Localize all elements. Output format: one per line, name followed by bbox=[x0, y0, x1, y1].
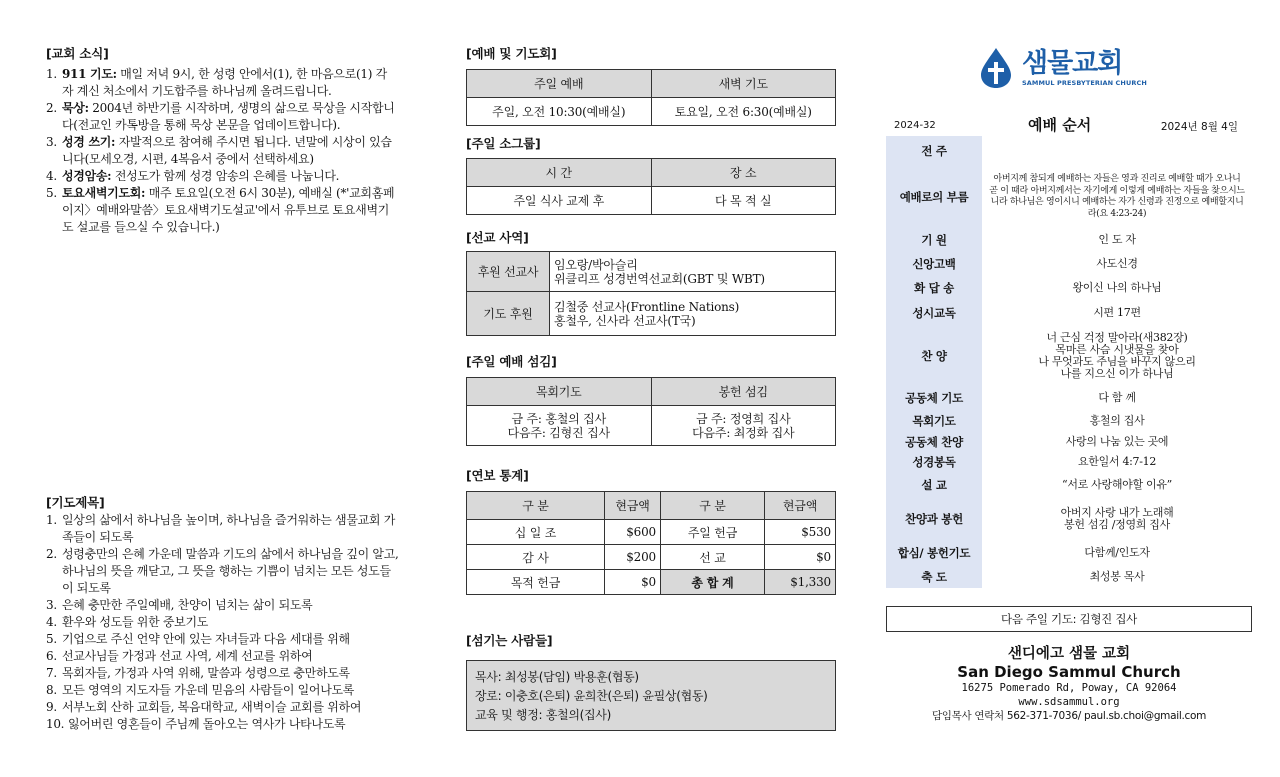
mission-line: 위클리프 성경번역선교회(GBT 및 WBT) bbox=[554, 271, 765, 286]
mission-line: 김철중 선교사(Frontline Nations) bbox=[554, 299, 740, 314]
item-number: 2. bbox=[46, 101, 57, 115]
order-value: 너 근심 걱정 말아라(새382장) 목마른 사슴 시냇물을 찾아 나 무엇과도 주님을 바꾸지 않으리 나를 지으신 이가 하나님 bbox=[1038, 331, 1196, 380]
worship-times-table bbox=[466, 69, 836, 126]
table-cell: $600 bbox=[605, 520, 661, 545]
order-row bbox=[886, 540, 1252, 566]
people-line: 교육 및 행정: 홍철의(집사) bbox=[475, 708, 611, 722]
order-label: 찬 양 bbox=[886, 326, 982, 386]
order-label: 축 도 bbox=[886, 566, 982, 588]
item-text bbox=[62, 185, 396, 236]
table-header: 구 분 bbox=[661, 492, 765, 520]
list-item bbox=[46, 597, 401, 614]
order-row bbox=[886, 166, 1252, 228]
order-row bbox=[886, 386, 1252, 410]
item-number: 10. bbox=[46, 717, 65, 731]
list-item bbox=[46, 716, 401, 733]
table-header: 현금액 bbox=[605, 492, 661, 520]
serving-line: 다음주: 김형진 집사 bbox=[507, 425, 610, 440]
order-label: 신앙고백 bbox=[886, 252, 982, 276]
table-cell: 선 교 bbox=[661, 545, 765, 570]
prayer-topics-title: [기도제목] bbox=[46, 495, 105, 510]
mission-line: 임오랑/박아슬리 bbox=[554, 257, 638, 272]
table-cell bbox=[651, 406, 836, 446]
order-date: 2024년 8월 4일 bbox=[1160, 121, 1238, 133]
church-address: 16275 Pomerado Rd, Poway, CA 92064 bbox=[961, 682, 1177, 694]
offering-table bbox=[466, 491, 836, 595]
small-group-table bbox=[466, 158, 836, 215]
serving-title: [주일 예배 섬김] bbox=[466, 354, 557, 369]
mission-label: 후원 선교사 bbox=[467, 252, 550, 292]
list-item bbox=[46, 631, 401, 648]
order-value: 시편 17편 bbox=[1093, 306, 1141, 319]
people-box bbox=[466, 660, 836, 731]
order-label: 설 교 bbox=[886, 472, 982, 498]
serving-table bbox=[466, 377, 836, 446]
table-header: 장 소 bbox=[651, 159, 836, 187]
right-column bbox=[886, 0, 1252, 777]
order-row bbox=[886, 276, 1252, 300]
table-cell: 감 사 bbox=[467, 545, 605, 570]
item-text: 잃어버린 영혼들이 주님께 돌아오는 역사가 나타나도록 bbox=[68, 717, 346, 731]
item-heading: 토요새벽기도회: bbox=[62, 186, 146, 200]
table-cell: $530 bbox=[765, 520, 836, 545]
list-item bbox=[46, 614, 401, 631]
serving-line: 금 주: 정영희 집사 bbox=[696, 411, 791, 426]
order-row bbox=[886, 410, 1252, 432]
item-text: 환우와 성도들 위한 중보기도 bbox=[62, 615, 209, 629]
order-row bbox=[886, 300, 1252, 326]
serving-line: 다음주: 최정화 집사 bbox=[692, 425, 795, 440]
people-line: 장로: 이충호(은퇴) 윤희찬(은퇴) 윤필상(협동) bbox=[475, 689, 708, 703]
people-line: 목사: 최성봉(담임) 박용훈(협동) bbox=[475, 670, 639, 684]
item-number: 5. bbox=[46, 632, 57, 646]
item-text: 성령충만의 은혜 가운데 말씀과 기도의 삶에서 하나님을 깊이 알고, 하나님의 뜻을 깨닫고, 그 뜻을 행하는 기쁨이 넘치는 모든 성도들이 되도록 bbox=[62, 547, 399, 595]
logo-subtitle: SAMMUL PRESBYTERIAN CHURCH bbox=[1022, 79, 1147, 87]
item-text: 기업으로 주신 언약 안에 있는 자녀들과 다음 세대를 위해 bbox=[62, 632, 350, 646]
order-label: 성시교독 bbox=[886, 300, 982, 326]
item-number: 9. bbox=[46, 700, 57, 714]
table-header: 새벽 기도 bbox=[651, 70, 836, 98]
table-cell: 토요일, 오전 6:30(예배실) bbox=[651, 98, 836, 126]
list-item bbox=[46, 512, 401, 546]
church-korean-name: 샌디에고 샘물 교회 bbox=[1007, 646, 1131, 662]
order-row bbox=[886, 472, 1252, 498]
item-body: 매일 저녁 9시, 한 성령 안에서(1), 한 마음으로(1) 각자 계신 처소에서 기도합주를 하나님께 올려드립니다. bbox=[62, 67, 387, 98]
order-value: 아버지 사랑 내가 노래해 봉헌 섬김 /정영희 집사 bbox=[1060, 506, 1174, 531]
item-number: 4. bbox=[46, 169, 57, 183]
item-number: 7. bbox=[46, 666, 57, 680]
list-item bbox=[46, 648, 401, 665]
mission-line: 홍철우, 신사라 선교사(T국) bbox=[554, 313, 696, 328]
order-header bbox=[886, 114, 1252, 136]
order-row bbox=[886, 566, 1252, 588]
order-label: 공동체 찬양 bbox=[886, 432, 982, 452]
order-value: 사랑의 나눔 있는 곳에 bbox=[1065, 435, 1169, 448]
table-cell: 총 합 계 bbox=[661, 570, 765, 595]
table-header: 주일 예배 bbox=[467, 70, 652, 98]
item-text bbox=[62, 168, 396, 185]
people-title: [섬기는 사람들] bbox=[466, 633, 553, 648]
table-cell: 주일, 오전 10:30(예배실) bbox=[467, 98, 652, 126]
table-header: 시 간 bbox=[467, 159, 652, 187]
item-body: 2004년 하반기를 시작하며, 생명의 삶으로 묵상을 시작합니다(전교인 카톡방을 통해 묵상 본문을 업데이트합니다). bbox=[62, 101, 395, 132]
item-text bbox=[62, 100, 396, 134]
table-cell: 십 일 조 bbox=[467, 520, 605, 545]
table-header: 봉헌 섬김 bbox=[651, 378, 836, 406]
order-value: 왕이신 나의 하나님 bbox=[1072, 281, 1162, 294]
item-text bbox=[62, 134, 396, 168]
order-label: 찬양과 봉헌 bbox=[886, 498, 982, 540]
table-cell: 목적 헌금 bbox=[467, 570, 605, 595]
order-value: 최성봉 목사 bbox=[1089, 570, 1145, 583]
table-row bbox=[467, 570, 836, 595]
list-item bbox=[46, 665, 401, 682]
list-item bbox=[46, 134, 396, 168]
item-heading: 묵상: bbox=[62, 101, 89, 115]
order-row bbox=[886, 136, 1252, 166]
order-label: 기 원 bbox=[886, 228, 982, 252]
worship-order bbox=[886, 136, 1252, 588]
order-label: 화 답 송 bbox=[886, 276, 982, 300]
order-label: 예배로의 부름 bbox=[886, 166, 982, 228]
item-number: 5. bbox=[46, 186, 57, 200]
table-cell: $200 bbox=[605, 545, 661, 570]
order-value: “서로 사랑해야할 이유” bbox=[1062, 478, 1172, 491]
table-header: 목회기도 bbox=[467, 378, 652, 406]
order-value bbox=[982, 136, 1252, 166]
item-number: 6. bbox=[46, 649, 57, 663]
item-heading: 911 기도: bbox=[62, 67, 117, 81]
order-value: 인 도 자 bbox=[1098, 233, 1136, 246]
order-value: 홍철의 집사 bbox=[1089, 414, 1145, 427]
order-row bbox=[886, 252, 1252, 276]
order-label: 목회기도 bbox=[886, 410, 982, 432]
drop-cross-icon bbox=[978, 46, 1014, 90]
table-cell: 다 목 적 실 bbox=[651, 187, 836, 215]
item-number: 4. bbox=[46, 615, 57, 629]
item-text: 선교사님들 가정과 선교 사역, 세계 선교를 위하여 bbox=[62, 649, 313, 663]
item-text: 서부노회 산하 교회들, 복음대학교, 새벽이슬 교회를 위하여 bbox=[62, 700, 362, 714]
table-cell: $0 bbox=[765, 545, 836, 570]
item-body: 자발적으로 참여해 주시면 됩니다. 년말에 시상이 있습니다(모세오경, 시편, 4복음서 중에서 선택하세요) bbox=[62, 135, 392, 166]
pastor-contact: 담임목사 연락처 562-371-7036/ paul.sb.choi@gmail.com bbox=[931, 710, 1207, 722]
item-heading: 성경암송: bbox=[62, 169, 112, 183]
next-week-prayer: 다음 주일 기도: 김형진 집사 bbox=[886, 606, 1252, 632]
small-group-title: [주일 소그룹] bbox=[466, 136, 541, 151]
table-row bbox=[467, 520, 836, 545]
worship-times-title: [예배 및 기도회] bbox=[466, 46, 557, 61]
order-row bbox=[886, 498, 1252, 540]
order-value: 아버지께 참되게 예배하는 자들은 영과 진리로 예배할 때가 오나니 곧 이 때라 아버지께서는 자기에게 이렇게 예배하는 자들을 찾으시느니라 하나님은 영이시니 예배하는 자가 신령과 진정으로 예배할지니라(요 4:23-24) bbox=[989, 174, 1245, 219]
item-number: 8. bbox=[46, 683, 57, 697]
table-cell: $0 bbox=[605, 570, 661, 595]
item-body: 전성도가 함께 성경 암송의 은혜를 나눕니다. bbox=[111, 169, 340, 183]
item-number: 3. bbox=[46, 598, 57, 612]
item-number: 1. bbox=[46, 513, 57, 527]
item-number: 3. bbox=[46, 135, 57, 149]
list-item bbox=[46, 546, 401, 597]
order-value: 다 함 께 bbox=[1098, 391, 1136, 404]
offering-title: [연보 통계] bbox=[466, 468, 529, 483]
item-body: 매주 토요일(오전 6시 30분), 예배실 (*'교회홈페이지〉예배와말씀〉토요새벽기도설교'에서 유투브로 토요새벽기도 설교를 들으실 수 있습니다.) bbox=[62, 186, 395, 234]
table-cell: 주일 헌금 bbox=[661, 520, 765, 545]
table-header: 구 분 bbox=[467, 492, 605, 520]
table-cell bbox=[467, 406, 652, 446]
order-value: 다함께/인도자 bbox=[1084, 546, 1150, 559]
item-text bbox=[62, 66, 396, 100]
order-label: 전 주 bbox=[886, 136, 982, 166]
list-item bbox=[46, 699, 401, 716]
item-number: 2. bbox=[46, 547, 57, 561]
church-news-list bbox=[46, 66, 396, 236]
logo-title: 샘물교회 bbox=[1022, 48, 1123, 79]
prayer-topics-list bbox=[46, 512, 401, 733]
serving-line: 금 주: 홍철의 집사 bbox=[511, 411, 606, 426]
table-header: 현금액 bbox=[765, 492, 836, 520]
order-label: 공동체 기도 bbox=[886, 386, 982, 410]
table-row bbox=[467, 545, 836, 570]
order-row bbox=[886, 452, 1252, 472]
order-row bbox=[886, 326, 1252, 386]
church-website: www.sdsammul.org bbox=[1018, 696, 1120, 708]
list-item bbox=[46, 66, 396, 100]
mission-value bbox=[550, 292, 836, 336]
order-row bbox=[886, 432, 1252, 452]
church-logo bbox=[978, 46, 1147, 90]
order-label: 성경봉독 bbox=[886, 452, 982, 472]
list-item bbox=[46, 168, 396, 185]
mission-title: [선교 사역] bbox=[466, 230, 529, 245]
table-cell: 주일 식사 교제 후 bbox=[467, 187, 652, 215]
item-text: 은혜 충만한 주일예배, 찬양이 넘치는 삶이 되도록 bbox=[62, 598, 313, 612]
list-item bbox=[46, 682, 401, 699]
volume-number: 2024-32 bbox=[894, 120, 936, 131]
table-cell: $1,330 bbox=[765, 570, 836, 595]
item-heading: 성경 쓰기: bbox=[62, 135, 116, 149]
church-footer bbox=[886, 645, 1252, 723]
church-english-name: San Diego Sammul Church bbox=[957, 663, 1181, 681]
list-item bbox=[46, 185, 396, 236]
order-label: 합심/ 봉헌기도 bbox=[886, 540, 982, 566]
order-row bbox=[886, 228, 1252, 252]
mission-label: 기도 후원 bbox=[467, 292, 550, 336]
order-value: 사도신경 bbox=[1096, 257, 1138, 270]
mission-value bbox=[550, 252, 836, 292]
item-text: 일상의 삶에서 하나님을 높이며, 하나님을 즐거워하는 샘물교회 가족들이 되도록 bbox=[62, 513, 396, 544]
item-text: 모든 영역의 지도자들 가운데 믿음의 사람들이 일어나도록 bbox=[62, 683, 355, 697]
church-news-title: [교회 소식] bbox=[46, 46, 109, 61]
order-title: 예배 순서 bbox=[1028, 116, 1092, 134]
order-value: 요한일서 4:7-12 bbox=[1077, 455, 1157, 468]
list-item bbox=[46, 100, 396, 134]
item-number: 1. bbox=[46, 67, 57, 81]
mission-table bbox=[466, 251, 836, 336]
item-text: 목회자들, 가정과 사역 위해, 말씀과 성령으로 충만하도록 bbox=[62, 666, 350, 680]
